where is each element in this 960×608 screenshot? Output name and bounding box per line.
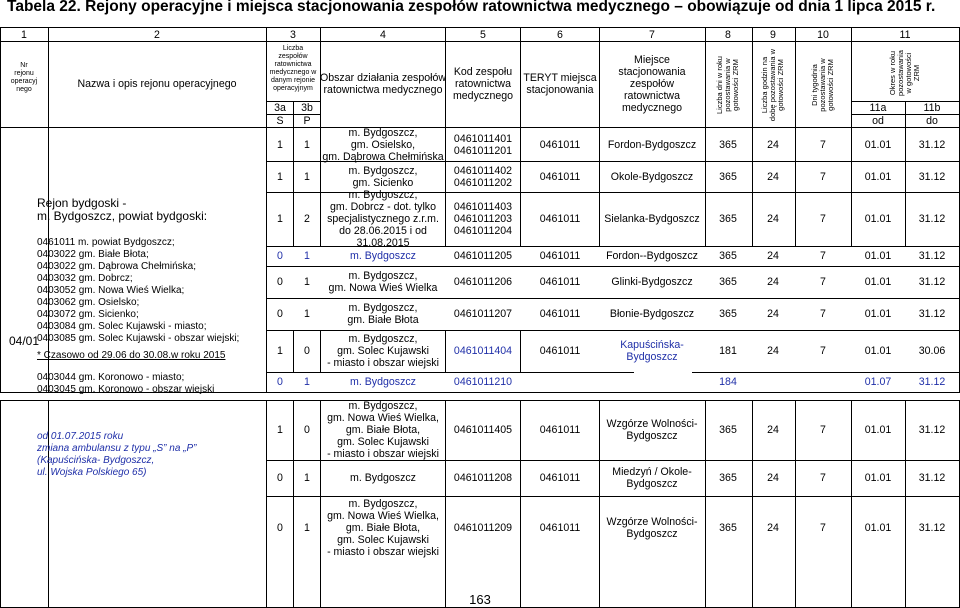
operating-area: m. Bydgoszcz, gm. Nowa Wieś Wielka, gm. Białe Błota, gm. Solec Kujawski - miasto i obszar wiejski (327, 400, 439, 460)
header-weekdays: Dni tygodnia pozostawania w gotowości ZRM (810, 58, 835, 112)
header-3a: 3a (274, 102, 286, 114)
period-from: 01.01 (864, 424, 892, 436)
period-from: 01.01 (864, 472, 892, 484)
days-per-year: 365 (719, 250, 737, 262)
team-count-p: 2 (304, 213, 310, 225)
station-place: Fordon-Bydgoszcz (607, 138, 697, 151)
team-count-p: 1 (304, 250, 310, 262)
team-count-p: 0 (304, 424, 310, 436)
station-place: Okole-Bydgoszcz (610, 170, 694, 183)
col-number: 9 (770, 29, 776, 41)
hours-per-day: 24 (767, 345, 779, 357)
teryt-code: 0461011 (539, 213, 581, 225)
header-nr: Nr rejonu operacyj nego (10, 62, 38, 93)
station-place: Wzgórze Wolności-Bydgoszcz (606, 418, 698, 442)
team-count-s: 1 (277, 213, 283, 225)
teryt-code: 0461011 (539, 345, 581, 357)
period-to: 31.12 (918, 213, 946, 225)
operating-area: m. Bydgoszcz, gm. Sicienko (348, 164, 418, 189)
col-number: 7 (649, 29, 655, 41)
operating-area: m. Bydgoszcz (350, 250, 416, 262)
col-number: 10 (817, 29, 829, 41)
table-title: Tabela 22. Rejony operacyjne i miejsca stacjonowania zespołów ratownictwa medycznego – obowiązuje od dnia 1 lipca 2015 r. (7, 0, 936, 15)
team-code: 0461011206 (453, 276, 513, 288)
page-number: 163 (469, 592, 491, 607)
header-11a: 11a (869, 102, 887, 114)
team-code: 0461011402 0461011202 (453, 164, 513, 189)
rejon-number: 04/01 (8, 334, 40, 348)
station-place: Sielanka-Bydgoszcz (604, 213, 700, 225)
days-per-week: 7 (820, 522, 826, 534)
period-from: 01.01 (864, 345, 892, 357)
period-from: 01.01 (864, 213, 892, 225)
team-count-p: 1 (304, 170, 310, 183)
hours-per-day: 24 (767, 276, 779, 288)
team-count-s: 1 (277, 345, 283, 357)
team-count-p: 1 (304, 522, 310, 534)
operating-area: m. Bydgoszcz, gm. Solec Kujawski - miasto i obszar wiejski (327, 333, 439, 369)
team-code: 0461011404 (453, 345, 513, 357)
col-number: 5 (480, 29, 486, 41)
station-place: Fordon--Bydgoszcz (606, 250, 698, 262)
rejon-name: Rejon bydgoski - (37, 196, 127, 210)
period-from: 01.01 (864, 522, 892, 534)
team-code: 0461011405 (453, 424, 513, 436)
teryt-code: 0461011 (539, 250, 581, 262)
days-per-year: 365 (719, 276, 737, 288)
hours-per-day: 24 (767, 472, 779, 484)
team-code: 0461011208 (453, 472, 513, 484)
period-to: 31.12 (918, 424, 946, 436)
teryt-code: 0461011 (539, 276, 581, 288)
period-from: 01.01 (864, 250, 892, 262)
header-od: od (872, 115, 884, 127)
col-number: 2 (154, 29, 160, 41)
team-count-s: 1 (277, 424, 283, 436)
teryt-code: 0461011 (539, 308, 581, 320)
header-do: do (926, 115, 938, 127)
days-per-year: 365 (719, 213, 737, 225)
days-per-week: 7 (820, 308, 826, 320)
rejon-units-2: 0403044 gm. Koronowo - miasto; 0403045 gm. Koronowo - obszar wiejski (37, 372, 215, 395)
operating-area: m. Bydgoszcz, gm. Osielsko, gm. Dąbrowa Chełmińska (322, 126, 444, 163)
station-place: Kapuścińska-Bydgoszcz (620, 339, 684, 363)
team-count-s: 0 (277, 250, 283, 262)
teryt-code: 0461011 (539, 472, 581, 484)
header-3b: 3b (301, 102, 313, 114)
header-days: Liczba dni w roku pozostawania w gotowości ZRM (715, 56, 740, 114)
team-count-s: 1 (277, 138, 283, 151)
hours-per-day: 24 (767, 250, 779, 262)
period-from: 01.01 (864, 170, 892, 183)
days-per-year: 184 (719, 376, 737, 388)
period-to: 31.12 (918, 308, 946, 320)
operating-area: m. Bydgoszcz, gm. Białe Błota (347, 302, 419, 326)
header-name: Nazwa i opis rejonu operacyjnego (77, 78, 237, 90)
header-place: Miejsce stacjonowania zespołów ratownictwa medycznego (618, 54, 686, 114)
operating-area: m. Bydgoszcz, gm. Nowa Wieś Wielka, gm. Białe Błota, gm. Solec Kujawski - miasto i obszar wiejski (327, 498, 439, 558)
period-to: 31.12 (918, 276, 946, 288)
station-place: Glinki-Bydgoszcz (611, 276, 693, 288)
days-per-year: 365 (719, 522, 737, 534)
col-number: 1 (21, 29, 27, 41)
header-s: S (276, 115, 284, 127)
team-count-s: 0 (277, 276, 283, 288)
team-code: 0461011209 (453, 522, 513, 534)
operating-area: m. Bydgoszcz (350, 472, 416, 484)
hours-per-day: 24 (767, 170, 779, 183)
team-count-p: 1 (304, 276, 310, 288)
team-count-p: 1 (304, 376, 310, 388)
hours-per-day: 24 (767, 522, 779, 534)
period-to: 30.06 (918, 345, 946, 357)
days-per-week: 7 (820, 276, 826, 288)
operating-area: m. Bydgoszcz (350, 376, 416, 388)
team-count-s: 0 (277, 376, 283, 388)
operating-area: m. Bydgoszcz, gm. Nowa Wieś Wielka (328, 270, 438, 294)
header-count: Liczba zespołów ratownictwa medycznego w danym rejonie operacyjnym (269, 45, 317, 92)
team-code: 0461011403 0461011203 0461011204 (453, 201, 513, 237)
team-count-s: 0 (277, 522, 283, 534)
operating-area: m. Bydgoszcz, gm. Dobrcz - dot. tylko specjalistycznego z.r.m. do 28.06.2015 i od 31.08.2015 (327, 189, 439, 249)
period-from: 01.01 (864, 308, 892, 320)
header-area: Obszar działania zespołów ratownictwa medycznego (319, 72, 447, 96)
period-to: 31.12 (918, 472, 946, 484)
period-to: 31.12 (918, 170, 946, 183)
period-to: 31.12 (918, 522, 946, 534)
days-per-week: 7 (820, 472, 826, 484)
team-code: 0461011401 0461011201 (453, 132, 513, 157)
station-place: Błonie-Bydgoszcz (609, 308, 695, 320)
period-to: 31.12 (918, 250, 946, 262)
rejon-note: * Czasowo od 29.06 do 30.08.w roku 2015 (37, 350, 226, 361)
team-count-p: 0 (304, 345, 310, 357)
col-number: 8 (725, 29, 731, 41)
team-code: 0461011210 (453, 376, 513, 388)
header-hours: Liczba godzin na dobę pozostawania w gotowości ZRM (760, 48, 785, 122)
hours-per-day: 24 (767, 308, 779, 320)
teryt-code: 0461011 (539, 522, 581, 534)
team-count-s: 0 (277, 472, 283, 484)
days-per-week: 7 (820, 170, 826, 183)
team-code: 0461011205 (453, 250, 513, 262)
station-place: Wzgórze Wolności-Bydgoszcz (606, 516, 698, 540)
col-number: 11 (899, 29, 911, 41)
hours-per-day: 24 (767, 424, 779, 436)
teryt-code: 0461011 (539, 138, 581, 151)
header-period: Okres w roku pozostawania w gotowości ZRM (888, 50, 921, 96)
station-place: Miedzyń / Okole-Bydgoszcz (612, 466, 692, 490)
hours-per-day: 24 (767, 138, 779, 151)
ambulance-change-note: od 01.07.2015 roku zmiana ambulansu z typu „S” na „P” (Kapuścińska- Bydgoszcz, ul. Wojska Polskiego 65) (37, 431, 197, 478)
col-number: 4 (380, 29, 386, 41)
team-count-p: 1 (304, 138, 310, 151)
hours-per-day: 24 (767, 213, 779, 225)
teryt-code: 0461011 (539, 170, 581, 183)
days-per-year: 365 (719, 138, 737, 151)
team-count-s: 1 (277, 170, 283, 183)
days-per-year: 181 (719, 345, 737, 357)
rejon-units: 0461011 m. powiat Bydgoszcz; 0403022 gm. Białe Błota; 0403022 gm. Dąbrowa Chełmińska; 0403032 gm. Dobrcz; 0403052 gm. Nowa Wieś Wielka; 0403062 gm. Osielsko; 0403072 gm. Sicienko; 0403084 gm. Solec Kujawski - miasto; 0403085 gm. Solec Kujawski - obszar wiejski; (37, 237, 240, 344)
period-from: 01.01 (864, 138, 892, 151)
teryt-code: 0461011 (539, 424, 581, 436)
team-count-p: 1 (304, 308, 310, 320)
header-11b: 11b (923, 102, 941, 114)
days-per-year: 365 (719, 424, 737, 436)
team-count-p: 1 (304, 472, 310, 484)
days-per-year: 365 (719, 170, 737, 183)
team-count-s: 0 (277, 308, 283, 320)
period-from: 01.07 (864, 376, 892, 388)
header-p: P (303, 115, 311, 127)
col-number: 3 (290, 29, 296, 41)
period-to: 31.12 (918, 138, 946, 151)
days-per-week: 7 (820, 138, 826, 151)
header-code: Kod zespołu ratownictwa medycznego (452, 66, 514, 102)
days-per-week: 7 (820, 345, 826, 357)
days-per-year: 365 (719, 308, 737, 320)
rejon-name-2: m. Bydgoszcz, powiat bydgoski: (37, 209, 208, 223)
days-per-year: 365 (719, 472, 737, 484)
period-to: 31.12 (918, 376, 946, 388)
days-per-week: 7 (820, 424, 826, 436)
header-teryt: TERYT miejsca stacjonowania (523, 72, 597, 96)
period-from: 01.01 (864, 276, 892, 288)
col-number: 6 (557, 29, 563, 41)
days-per-week: 7 (820, 250, 826, 262)
team-code: 0461011207 (453, 308, 513, 320)
days-per-week: 7 (820, 213, 826, 225)
